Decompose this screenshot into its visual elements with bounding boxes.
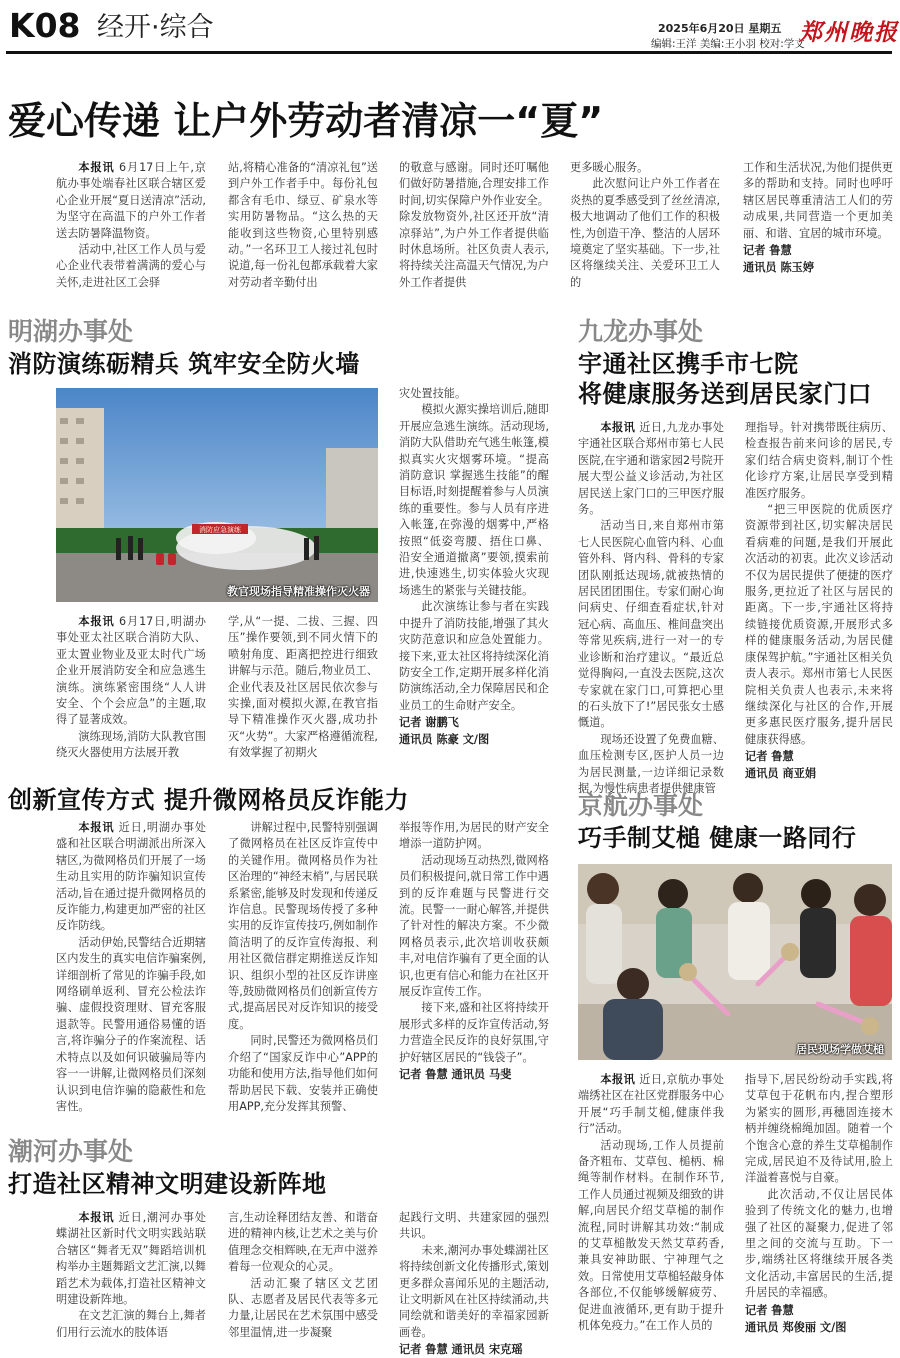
main-headline: 爱心传递 让户外劳动者清凉一“夏” xyxy=(8,99,604,143)
chaohe-col-3 xyxy=(399,1210,549,1358)
fanzha-col-3 xyxy=(399,820,549,1083)
paragraph: 此次慰问让户外工作者在炎热的夏季感受到了丝丝清凉,极大地调动了他们工作的积极性,为创造干净、整洁的人居环境奠定了坚实基础。下一步,社区将继续关注、关爱环卫工人的 xyxy=(570,177,720,289)
article-headline: 打造社区精神文明建设新阵地 xyxy=(8,1170,327,1198)
paragraph: 模拟火源实操培训后,随即开展应急逃生演练。活动现场,消防大队借助充气逃生帐篷,模拟真实火灾烟雾环境。“提高消防意识 掌握逃生技能”的醒目标语,时刻提醒着参与人员演练的重要性。参与人员有序进入帐篷,在弥漫的烟雾中,严格按照“低姿弯腰、捂住口鼻、沿安全通道撤离”要领,摸索前进,快速逃生,切实体验火灾现场逃生的紧张与关键技能。 xyxy=(399,403,549,597)
article-headline: 创新宣传方式 提升微网格员反诈能力 xyxy=(8,786,409,814)
paragraph: “把三甲医院的优质医疗资源带到社区,切实解决居民看病难的问题,是我们开展此次活动的初衷。此次义诊活动不仅为居民提供了便捷的医疗服务,更拉近了社区与居民的距离。下一步,宇通社区将持续链接优质资源,开展形式多样的健康服务活动,为居民健康保驾护航。”宇通社区相关负责人表示。郑州市第七人民医院相关负责人也表示,未来将继续深化与社区的合作,开展更多惠民医疗服务,提升居民健康获得感。 xyxy=(745,503,893,746)
moxa-stick-illustration xyxy=(578,864,892,1060)
article-headline: 消防演练砺精兵 筑牢安全防火墙 xyxy=(8,350,360,378)
paragraph: 6月17日,明湖办事处亚太社区联合消防大队、亚太置业物业及亚太时代广场企业开展消防安全和应急逃生演练。演练紧密围绕“人人讲安全、个个会应急”的主题,取得了显著成效。 xyxy=(56,615,206,727)
paragraph: 活动现场互动热烈,微网格员们积极提问,就日常工作中遇到的反诈难题与民警进行交流。民警一一耐心解答,并提供了针对性的解决方案。不少微网格员表示,此次培训收获颇丰,对电信诈骗有了更全面的认识,也更有信心和能力在社区开展反诈宣传工作。 xyxy=(399,853,549,999)
lead-label: 本报讯 xyxy=(600,1073,636,1086)
main-col-3 xyxy=(399,160,549,291)
reporter: 记者 鲁慧 通讯员 马斐 xyxy=(399,1068,512,1082)
lead-label: 本报讯 xyxy=(78,1211,115,1224)
main-col-4 xyxy=(570,160,720,291)
paragraph: 在文艺汇演的舞台上,舞者们用行云流水的肢体语 xyxy=(56,1309,206,1339)
paragraph: 演练现场,消防大队教官围绕灭火器使用方法展开教 xyxy=(56,729,206,760)
paragraph: 活动伊始,民警结合近期辖区内发生的真实电信诈骗案例,详细剖析了常见的诈骗手段,如网络刷单返利、冒充公检法诈骗、虚假投资理财、冒充客服退款等。民警用通俗易懂的语言,将诈骗分子的作案流程、话术特点以及如何识破骗局等内容一一讲解,让微网格员们深刻认识到电信诈骗的隐蔽性和危害性。 xyxy=(56,935,206,1113)
fire-drill-illustration xyxy=(56,388,378,602)
lead-label: 本报讯 xyxy=(78,161,115,174)
lead-label: 本报讯 xyxy=(600,421,636,434)
paragraph: 此次演练让参与者在实践中提升了消防技能,增强了其火灾防范意识和应急处置能力。接下来,亚太社区将持续深化消防安全工作,定期开展多样化消防演练活动,全力保障居民和企业员工的生命财产安全。 xyxy=(399,600,549,712)
paragraph: 近日,京航办事处端绣社区在社区党群服务中心开展“巧手制艾槌,健康伴我行”活动。 xyxy=(578,1073,724,1136)
paragraph: 起践行文明、共建家园的强烈共识。 xyxy=(399,1211,549,1241)
reporter: 记者 鲁慧 xyxy=(745,1303,794,1317)
paragraph: 此次活动,不仅让居民体验到了传统文化的魅力,也增强了社区的凝聚力,促进了邻里之间的交流与互助。下一步,端绣社区将继续开展各类文化活动,丰富居民的生活,提升居民的幸福感。 xyxy=(745,1187,893,1300)
lead-label: 本报讯 xyxy=(78,821,115,834)
section-label: 京航办事处 xyxy=(578,791,704,820)
header-rule xyxy=(6,51,892,54)
moxa-stick-photo xyxy=(578,864,892,1060)
photo-caption: 居民现场学做艾槌 xyxy=(796,1043,884,1056)
paragraph: 接下来,盛和社区将持续开展形式多样的反诈宣传活动,努力营造全民反诈的良好氛围,守护好辖区居民的“钱袋子”。 xyxy=(399,1001,549,1064)
correspondent: 通讯员 陈豪 文/图 xyxy=(399,733,490,747)
reporter: 记者 鲁慧 xyxy=(743,244,792,258)
reporter: 记者 鲁慧 通讯员 宋克瑶 xyxy=(399,1343,523,1357)
minghu-col-3 xyxy=(399,386,549,748)
minghu-col-1 xyxy=(56,614,206,762)
section-name: 经开·综合 xyxy=(97,12,214,43)
article-headline: 巧手制艾槌 健康一路同行 xyxy=(578,824,857,852)
paragraph: 讲解过程中,民警特别强调了微网格员在社区反诈宣传中的关键作用。微网格员作为社区治理的“神经末梢”,与居民联系紧密,能够及时发现和传递反诈信息。民警现场传授了多种实用的反诈宣传技巧,例如制作简洁明了的反诈宣传海报、利用社区微信群定期推送反诈知识、组织小型的社区反诈讲座等,鼓励微网格员们创新宣传方式,提高居民对反诈知识的接受度。 xyxy=(228,821,378,1031)
paragraph: 近日,明湖办事处盛和社区联合明湖派出所深入辖区,为微网格员们开展了一场生动且实用的防诈骗知识宣传活动,旨在通过提升微网格员的反诈能力,构建更加严密的社区反诈防线。 xyxy=(56,821,206,933)
article-headline-line-2: 将健康服务送到居民家门口 xyxy=(578,380,872,408)
paragraph: 近日,九龙办事处宇通社区联合郑州市第七人民医院,在宇通和谐家园2号院开展大型公益义诊活动,为社区居民送上家门口的三甲医疗服务。 xyxy=(578,421,724,517)
paragraph: 近日,潮河办事处蝶湖社区新时代文明实践站联合辖区“舞者无双”舞蹈培训机构举办主题舞蹈文艺汇演,以舞蹈艺术为载体,打造社区精神文明建设新阵地。 xyxy=(56,1211,206,1307)
paragraph: 活动当日,来自郑州市第七人民医院心血管内科、心血管外科、肾内科、骨科的专家团队刚抵达现场,就被热情的居民团团围住。专家们耐心询问病史、仔细查看症状,针对冠心病、高血压、椎间盘突出等常见疾病,进行一对一的专业诊断和治疗建议。“最近总觉得胸闷,一直没去医院,这次专家就在家门口,可算把心里的石头放下了!”居民张女士感慨道。 xyxy=(578,519,724,730)
jiulong-col-2 xyxy=(745,420,893,782)
paragraph: 灾处置技能。 xyxy=(399,387,467,400)
reporter: 记者 谢鹏飞 xyxy=(399,716,459,730)
chaohe-col-1 xyxy=(56,1210,206,1341)
main-col-1 xyxy=(56,160,206,291)
paragraph: 同时,民警还为微网格员们介绍了“国家反诈中心”APP的功能和使用方法,指导他们如何帮助居民下载、安装并正确使用APP,充分发挥其预警、 xyxy=(228,1034,378,1113)
drill-banner: 消防应急演练 xyxy=(199,526,241,534)
article-headline-line-1: 宇通社区携手市七院 xyxy=(578,350,799,378)
page-number: K08 xyxy=(9,6,81,45)
main-col-2 xyxy=(228,160,378,291)
jiulong-col-1 xyxy=(578,420,724,797)
main-col-5 xyxy=(743,160,893,276)
correspondent: 通讯员 陈玉婷 xyxy=(743,261,815,275)
section-label: 明湖办事处 xyxy=(8,317,134,346)
photo-caption: 教官现场指导精准操作灭火器 xyxy=(227,585,370,598)
lead-label: 本报讯 xyxy=(78,615,115,628)
paragraph: 指导下,居民纷纷动手实践,将艾草包于花帆布内,捏合塑形为紧实的圆形,再穗固连接木柄并缠绕棉绳加固。随着一个个饱含心意的养生艾草槌制作完成,居民迫不及待试用,脸上洋溢着喜悦与自豪。 xyxy=(745,1073,893,1185)
jinghang-col-1 xyxy=(578,1072,724,1335)
paragraph: 活动中,社区工作人员与爱心企业代表带着满满的爱心与关怀,走进社区工会驿 xyxy=(56,243,206,289)
paragraph: 学,从“一提、二拔、三握、四压”操作要领,到不同火情下的喷射角度、距离把控进行细致讲解与示范。随后,物业员工、企业代表及社区居民依次参与实操,面对模拟火源,在教官指导下精准操作灭火器,成功扑灭“火势”。大家严格遵循流程,有效掌握了初期火 xyxy=(228,615,378,760)
jinghang-col-2 xyxy=(745,1072,893,1336)
newspaper-logo: 郑州晚报 xyxy=(799,19,899,46)
paragraph: 言,生动诠释团结友善、和谐奋进的精神内核,让艺术之美与价值理念交相辉映,在无声中滋养着每一位观众的心灵。 xyxy=(228,1211,378,1274)
paragraph: 现场还设置了免费血糖、血压检测专区,医护人员一边为居民测量,一边详细记录数据,为慢性病患者提供健康管 xyxy=(578,732,724,795)
paragraph: 未来,潮河办事处蝶湖社区将持续创新文化传播形式,策划更多群众喜闻乐见的主题活动,让文明新风在社区持续涌动,共同绘就和谐美好的幸福家园新画卷。 xyxy=(399,1243,549,1339)
correspondent: 通讯员 郑俊丽 文/图 xyxy=(745,1320,847,1334)
issue-date: 2025年6月20日 星期五 xyxy=(658,22,782,35)
section-label: 九龙办事处 xyxy=(578,317,704,346)
fanzha-col-1 xyxy=(56,820,206,1115)
paragraph: 活动汇聚了辖区文艺团队、志愿者及居民代表等多元力量,让居民在艺术氛围中感受邻里温情,进一步凝聚 xyxy=(228,1276,378,1339)
correspondent: 通讯员 商亚娟 xyxy=(745,767,817,781)
paragraph: 站,将精心准备的“清凉礼包”送到户外工作者手中。每份礼包都含有毛巾、绿豆、矿泉水等实用防暑物品。“这么热的天能收到这些物资,心里特别感动。”一名环卫工人接过礼包时说道,每一份礼包都承载着大家对劳动者辛勤付出 xyxy=(228,161,378,289)
paragraph: 工作和生活状况,为他们提供更多的帮助和支持。同时也呼吁辖区居民尊重清洁工人们的劳动成果,共同营造一个更加美丽、和谐、宜居的城市环境。 xyxy=(743,161,893,240)
paragraph: 理指导。针对携带既往病历、检查报告前来问诊的居民,专家们结合病史资料,制订个性化诊疗方案,让居民享受到精准医疗服务。 xyxy=(745,421,893,500)
paragraph: 的敬意与感谢。同时还叮嘱他们做好防暑措施,合理安排工作时间,切实保障户外作业安全。除发放物资外,社区还开放“清凉驿站”,为户外工作者提供临时休息场所。社区负责人表示,将持续关注高温天气情况,为户外工作者提供 xyxy=(399,161,549,289)
minghu-col-2 xyxy=(228,614,378,762)
paragraph: 举报等作用,为居民的财产安全增添一道防护网。 xyxy=(399,821,549,851)
reporter: 记者 鲁慧 xyxy=(745,750,794,764)
chaohe-col-2 xyxy=(228,1210,378,1341)
editors: 编辑:王洋 美编:王小羽 校对:学文 xyxy=(651,38,805,50)
fanzha-col-2 xyxy=(228,820,378,1115)
section-label: 潮河办事处 xyxy=(8,1137,134,1166)
paragraph: 6月17日上午,京航办事处端春社区联合辖区爱心企业开展“夏日送清凉”活动,为坚守在高温下的户外工作者送去防暑降温物资。 xyxy=(56,161,206,240)
paragraph: 活动现场,工作人员提前备齐粗布、艾草包、槌柄、棉绳等制作材料。在制作环节,工作人员通过视频及细致的讲解,向居民介绍艾草槌的制作流程,同时讲解其功效:“制成的艾草槌散发天然艾草药香,兼具安神助眠、宁神理气之效。日常使用艾草槌轻敲身体各部位,不仅能够缓解疲劳、促进血液循环,更有助于提升机体免疫力。”在工作人员的 xyxy=(578,1138,724,1333)
paragraph: 更多暖心服务。 xyxy=(570,161,649,174)
fire-drill-photo xyxy=(56,388,378,602)
